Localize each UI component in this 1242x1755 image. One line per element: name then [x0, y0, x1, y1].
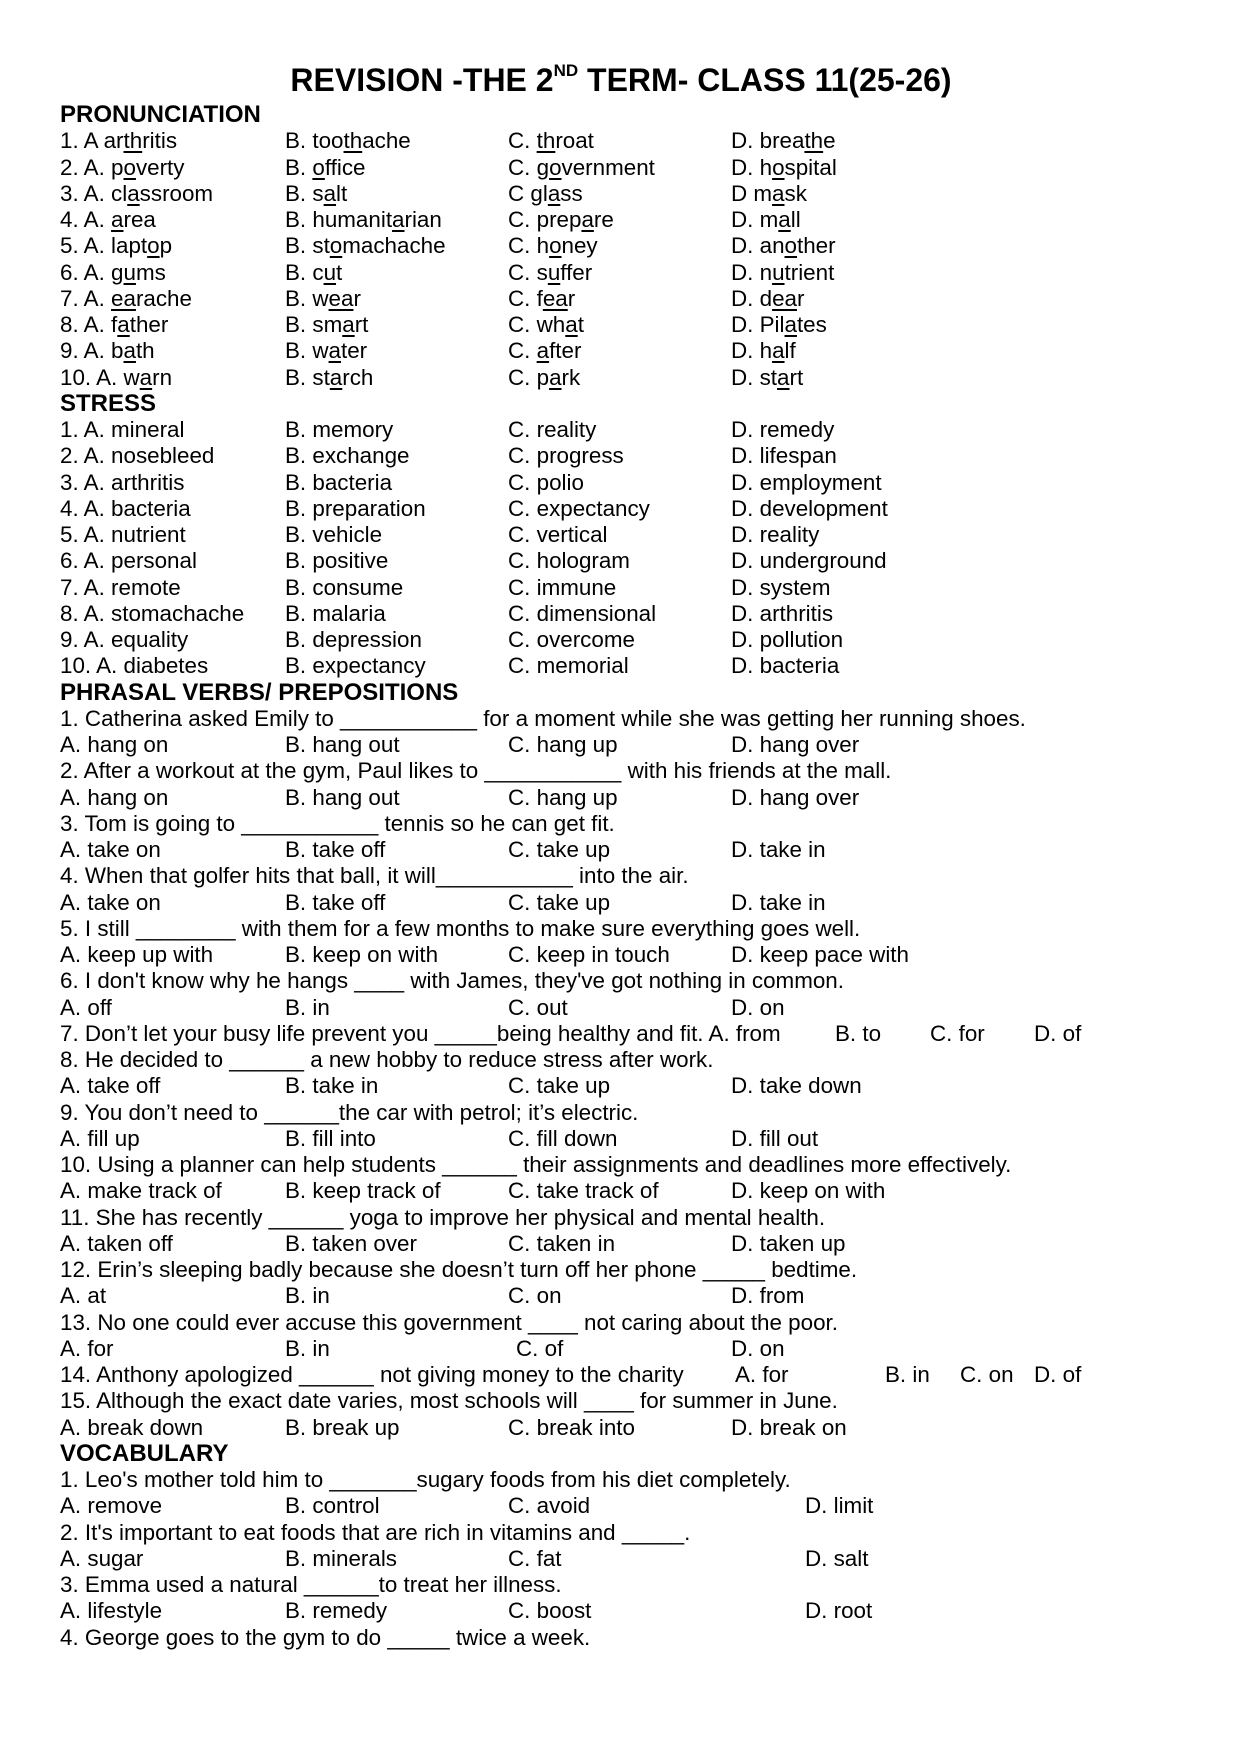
- answer-option: A. take on: [60, 890, 161, 915]
- question-item: 5. A. nutrient: [60, 522, 186, 547]
- text-segment: B. sm: [285, 312, 343, 337]
- question-text: 2. After a workout at the gym, Paul likes to ___________ with his friends at the mall.: [60, 758, 892, 783]
- text-segment: rt: [789, 365, 804, 390]
- text-segment: t: [577, 312, 584, 337]
- text-segment: C.: [508, 338, 537, 363]
- answer-option: [508, 155, 655, 181]
- answer-option: A. taken off: [60, 1231, 173, 1256]
- answer-option: D. hang over: [731, 785, 860, 810]
- text-segment: rea: [123, 207, 156, 232]
- answer-option: C. memorial: [508, 653, 629, 678]
- text-segment: D. m: [731, 207, 779, 232]
- text-segment: sk: [784, 181, 807, 206]
- answer-option: [285, 338, 367, 364]
- answer-option: B. preparation: [285, 496, 426, 521]
- text-segment: 6. A. g: [60, 260, 124, 285]
- answer-option: B. memory: [285, 417, 394, 442]
- answer-option: C. polio: [508, 470, 584, 495]
- answer-option: B. take in: [285, 1073, 379, 1098]
- section-heading: PRONUNCIATION: [60, 101, 261, 128]
- question-item: [60, 155, 184, 181]
- underlined-sound: o: [329, 233, 343, 258]
- answer-option: B. fill into: [285, 1126, 376, 1151]
- text-segment: D. st: [731, 365, 778, 390]
- text-segment: ache: [362, 128, 411, 153]
- underlined-sound: a: [329, 365, 343, 390]
- underlined-sound: a: [777, 365, 790, 390]
- question-item: [60, 260, 166, 286]
- text-segment: C gl: [508, 181, 548, 206]
- text-segment: ney: [561, 233, 598, 258]
- underlined-sound: u: [547, 260, 561, 285]
- answer-option: B. taken over: [285, 1231, 417, 1256]
- underlined-sound: u: [323, 260, 337, 285]
- question-text: 7. Don’t let your busy life prevent you _____being healthy and fit. A. from: [60, 1021, 781, 1046]
- answer-option: D. taken up: [731, 1231, 846, 1256]
- answer-option: D. lifespan: [731, 443, 837, 468]
- answer-option: C. fat: [508, 1546, 562, 1571]
- answer-option: [285, 155, 366, 181]
- text-segment: r: [353, 286, 361, 311]
- answer-option: C. taken in: [508, 1231, 616, 1256]
- text-segment: t: [336, 260, 343, 285]
- answer-option: D. break on: [731, 1415, 847, 1440]
- answer-option: A. off: [60, 995, 112, 1020]
- answer-option: [508, 312, 584, 338]
- text-segment: 1. A ar: [60, 128, 124, 153]
- text-segment: C. s: [508, 260, 548, 285]
- text-segment: rch: [342, 365, 374, 390]
- answer-option: B. in: [285, 1283, 330, 1308]
- answer-option: C. take up: [508, 1073, 611, 1098]
- text-segment: th: [135, 338, 155, 363]
- answer-option: D. pollution: [731, 627, 844, 652]
- text-segment: D. n: [731, 260, 773, 285]
- answer-option: B. minerals: [285, 1546, 397, 1571]
- answer-option: C. break into: [508, 1415, 635, 1440]
- answer-option: B. remedy: [285, 1598, 388, 1623]
- text-segment: rk: [561, 365, 581, 390]
- question-item: 4. A. bacteria: [60, 496, 191, 521]
- answer-option: D. on: [731, 995, 785, 1020]
- answer-option: D. take in: [731, 890, 826, 915]
- question-text: 8. He decided to ______ a new hobby to reduce stress after work.: [60, 1047, 714, 1072]
- answer-option: B. control: [285, 1493, 380, 1518]
- underlined-sound: a: [123, 338, 136, 363]
- section-heading: VOCABULARY: [60, 1440, 229, 1467]
- underlined-sound: a: [784, 312, 797, 337]
- answer-option: B. keep track of: [285, 1178, 441, 1203]
- answer-option: C. of: [516, 1336, 564, 1361]
- underlined-sound: a: [581, 207, 594, 232]
- answer-option: [508, 233, 598, 259]
- text-segment: rian: [404, 207, 442, 232]
- text-segment: C. h: [508, 233, 550, 258]
- section-heading: STRESS: [60, 390, 157, 417]
- question-text: 11. She has recently ______ yoga to improve her physical and mental health.: [60, 1205, 826, 1230]
- text-segment: B. c: [285, 260, 324, 285]
- question-item: [60, 207, 156, 233]
- answer-option: D. arthritis: [731, 601, 834, 626]
- worksheet-title: REVISION -THE 2ND TERM- CLASS 11(25-26): [290, 61, 952, 98]
- answer-option: B. exchange: [285, 443, 410, 468]
- question-item: 8. A. stomachache: [60, 601, 245, 626]
- question-item: [60, 338, 155, 364]
- text-segment: re: [593, 207, 614, 232]
- answer-option: [508, 365, 580, 391]
- answer-option: [508, 286, 575, 312]
- answer-option: C. on: [960, 1362, 1014, 1387]
- answer-option: C. for: [930, 1021, 985, 1046]
- answer-option: D. on: [731, 1336, 785, 1361]
- answer-option: [285, 260, 342, 286]
- underlined-sound: u: [123, 260, 136, 285]
- text-segment: machache: [342, 233, 446, 258]
- answer-option: [285, 365, 373, 391]
- answer-option: D. reality: [731, 522, 820, 547]
- text-segment: D. Pil: [731, 312, 785, 337]
- question-text: 10. Using a planner can help students ______ their assignments and deadlines more effectively.: [60, 1152, 1012, 1177]
- underlined-sound: o: [147, 233, 160, 258]
- text-segment: r: [567, 286, 576, 311]
- question-text: 4. George goes to the gym to do _____ twice a week.: [60, 1625, 591, 1650]
- answer-option: B. vehicle: [285, 522, 383, 547]
- text-segment: B.: [285, 155, 313, 180]
- question-text: 1. Catherina asked Emily to ___________ for a moment while she was getting her running shoes.: [60, 706, 1026, 731]
- text-segment: lt: [336, 181, 348, 206]
- answer-option: [731, 207, 801, 233]
- text-segment: C. wh: [508, 312, 566, 337]
- answer-option: C. keep in touch: [508, 942, 670, 967]
- text-segment: 5. A. lapt: [60, 233, 148, 258]
- answer-option: C. avoid: [508, 1493, 591, 1518]
- answer-option: D. remedy: [731, 417, 835, 442]
- underlined-sound: a: [139, 365, 153, 390]
- question-text: 3. Emma used a natural ______to treat her illness.: [60, 1572, 562, 1597]
- answer-option: [731, 233, 836, 259]
- answer-option: [731, 338, 796, 364]
- answer-option: [508, 260, 592, 286]
- answer-option: [731, 181, 807, 207]
- answer-option: D. hang over: [731, 732, 860, 757]
- underlined-sound: a: [536, 338, 550, 363]
- question-item: 1. A. mineral: [60, 417, 185, 442]
- answer-option: A. fill up: [60, 1126, 140, 1151]
- answer-option: D. limit: [805, 1493, 874, 1518]
- question-text: 6. I don't know why he hangs ____ with James, they've got nothing in common.: [60, 968, 844, 993]
- text-segment: r: [796, 286, 805, 311]
- underlined-sound: o: [123, 155, 136, 180]
- question-text: 14. Anthony apologized ______ not giving money to the charity: [60, 1362, 684, 1387]
- answer-option: B. break up: [285, 1415, 400, 1440]
- section-heading: PHRASAL VERBS/ PREPOSITIONS: [60, 679, 459, 706]
- answer-option: A. make track of: [60, 1178, 222, 1203]
- underlined-sound: a: [772, 181, 785, 206]
- text-segment: roat: [555, 128, 594, 153]
- question-item: 3. A. arthritis: [60, 470, 185, 495]
- text-segment: verty: [135, 155, 185, 180]
- answer-option: C. overcome: [508, 627, 635, 652]
- text-segment: B. too: [285, 128, 344, 153]
- answer-option: A. break down: [60, 1415, 204, 1440]
- answer-option: C. vertical: [508, 522, 608, 547]
- answer-option: D. of: [1034, 1021, 1082, 1046]
- underlined-sound: a: [772, 338, 785, 363]
- answer-option: B. in: [285, 995, 330, 1020]
- underlined-sound: th: [804, 128, 824, 153]
- text-segment: 10. A. w: [60, 365, 140, 390]
- underlined-sound: o: [549, 233, 562, 258]
- underlined-sound: a: [323, 181, 337, 206]
- text-segment: ssroom: [139, 181, 214, 206]
- answer-option: A. hang on: [60, 732, 169, 757]
- underlined-sound: a: [549, 365, 562, 390]
- text-segment: ffer: [560, 260, 593, 285]
- answer-option: B. in: [285, 1336, 330, 1361]
- answer-option: D. salt: [805, 1546, 869, 1571]
- answer-option: C. out: [508, 995, 568, 1020]
- question-item: [60, 128, 177, 154]
- answer-option: B. take off: [285, 890, 386, 915]
- answer-option: D. keep on with: [731, 1178, 886, 1203]
- text-segment: ms: [135, 260, 166, 285]
- underlined-sound: a: [127, 181, 140, 206]
- answer-option: [731, 312, 827, 338]
- answer-option: A. lifestyle: [60, 1598, 163, 1623]
- answer-option: D. employment: [731, 470, 882, 495]
- text-segment: 2. A. p: [60, 155, 124, 180]
- underlined-sound: th: [536, 128, 556, 153]
- underlined-sound: a: [547, 181, 561, 206]
- answer-option: [731, 128, 836, 154]
- question-text: 12. Erin’s sleeping badly because she doesn’t turn off her phone _____ bedtime.: [60, 1257, 858, 1282]
- answer-option: C. take track of: [508, 1178, 659, 1203]
- answer-option: B. positive: [285, 548, 389, 573]
- underlined-sound: ea: [328, 286, 354, 311]
- underlined-sound: a: [565, 312, 578, 337]
- answer-option: D. underground: [731, 548, 887, 573]
- answer-option: D. fill out: [731, 1126, 819, 1151]
- answer-option: [508, 181, 583, 207]
- answer-option: A. take on: [60, 837, 161, 862]
- answer-option: [285, 207, 442, 233]
- underlined-sound: th: [343, 128, 363, 153]
- answer-option: [731, 155, 837, 181]
- underlined-sound: ea: [772, 286, 797, 311]
- answer-option: B. take off: [285, 837, 386, 862]
- question-text: 9. You don’t need to ______the car with petrol; it’s electric.: [60, 1100, 639, 1125]
- text-segment: D. brea: [731, 128, 805, 153]
- answer-option: A. keep up with: [60, 942, 214, 967]
- answer-option: C. take up: [508, 837, 611, 862]
- answer-option: B. to: [835, 1021, 882, 1046]
- text-segment: 3. A. cl: [60, 181, 128, 206]
- answer-option: B. bacteria: [285, 470, 393, 495]
- answer-option: D. bacteria: [731, 653, 840, 678]
- answer-option: C. take up: [508, 890, 611, 915]
- underlined-sound: u: [772, 260, 785, 285]
- question-text: 13. No one could ever accuse this government ____ not caring about the poor.: [60, 1310, 838, 1335]
- underlined-sound: a: [111, 207, 124, 232]
- answer-option: [508, 338, 581, 364]
- answer-option: [731, 365, 803, 391]
- text-segment: tes: [796, 312, 827, 337]
- text-segment: D. an: [731, 233, 785, 258]
- answer-option: D. take down: [731, 1073, 862, 1098]
- question-item: [60, 312, 168, 338]
- underlined-sound: o: [549, 155, 562, 180]
- answer-option: A. sugar: [60, 1546, 144, 1571]
- answer-option: [508, 207, 614, 233]
- text-segment: C.: [508, 128, 537, 153]
- text-segment: fter: [549, 338, 582, 363]
- question-item: 7. A. remote: [60, 575, 181, 600]
- answer-option: B. depression: [285, 627, 422, 652]
- answer-option: D. development: [731, 496, 888, 521]
- text-segment: B. w: [285, 338, 329, 363]
- answer-option: D. keep pace with: [731, 942, 909, 967]
- question-text: 2. It's important to eat foods that are rich in vitamins and _____.: [60, 1520, 691, 1545]
- underlined-sound: o: [312, 155, 325, 180]
- text-segment: ffice: [324, 155, 366, 180]
- question-item: [60, 233, 172, 259]
- text-segment: C. g: [508, 155, 550, 180]
- question-text: 3. Tom is going to ___________ tennis so he can get fit.: [60, 811, 615, 836]
- underlined-sound: a: [342, 312, 355, 337]
- text-segment: C. p: [508, 365, 550, 390]
- answer-option: D. system: [731, 575, 831, 600]
- answer-option: [508, 128, 594, 154]
- text-segment: B. humanit: [285, 207, 393, 232]
- answer-option: C. boost: [508, 1598, 592, 1623]
- answer-option: A. at: [60, 1283, 107, 1308]
- text-segment: D m: [731, 181, 773, 206]
- answer-option: B. malaria: [285, 601, 386, 626]
- text-segment: 7. A.: [60, 286, 112, 311]
- answer-option: C. progress: [508, 443, 624, 468]
- answer-option: B. expectancy: [285, 653, 426, 678]
- answer-option: D. root: [805, 1598, 873, 1623]
- question-item: [60, 365, 172, 391]
- question-item: [60, 286, 192, 312]
- question-text: 15. Although the exact date varies, most schools will ____ for summer in June.: [60, 1388, 838, 1413]
- answer-option: A. remove: [60, 1493, 163, 1518]
- text-segment: ss: [560, 181, 583, 206]
- underlined-sound: a: [117, 312, 130, 337]
- text-segment: 4. A.: [60, 207, 112, 232]
- answer-option: [285, 312, 368, 338]
- question-item: 6. A. personal: [60, 548, 197, 573]
- answer-option: C. dimensional: [508, 601, 657, 626]
- answer-option: [285, 181, 347, 207]
- answer-option: D. take in: [731, 837, 826, 862]
- text-segment: rn: [152, 365, 173, 390]
- text-segment: trient: [784, 260, 835, 285]
- text-segment: D. h: [731, 155, 773, 180]
- answer-option: [285, 286, 361, 312]
- answer-option: A. for: [735, 1362, 789, 1387]
- text-segment: 8. A. f: [60, 312, 118, 337]
- answer-option: C. hang up: [508, 785, 618, 810]
- text-segment: p: [159, 233, 173, 258]
- underlined-sound: o: [784, 233, 797, 258]
- underlined-sound: ea: [111, 286, 136, 311]
- text-segment: ritis: [142, 128, 178, 153]
- answer-option: C. on: [508, 1283, 562, 1308]
- question-item: 2. A. nosebleed: [60, 443, 215, 468]
- answer-option: C. hologram: [508, 548, 630, 573]
- question-item: 10. A. diabetes: [60, 653, 209, 678]
- text-segment: B. w: [285, 286, 329, 311]
- text-segment: ter: [341, 338, 368, 363]
- answer-option: C. expectancy: [508, 496, 650, 521]
- text-segment: lf: [784, 338, 796, 363]
- text-segment: ther: [129, 312, 169, 337]
- text-segment: spital: [784, 155, 837, 180]
- text-segment: C. prep: [508, 207, 582, 232]
- underlined-sound: a: [328, 338, 341, 363]
- answer-option: A. take off: [60, 1073, 161, 1098]
- text-segment: B. st: [285, 233, 330, 258]
- text-segment: B. st: [285, 365, 330, 390]
- answer-option: B. consume: [285, 575, 404, 600]
- text-segment: ther: [796, 233, 836, 258]
- answer-option: C. immune: [508, 575, 617, 600]
- answer-option: B. hang out: [285, 785, 400, 810]
- answer-option: [285, 233, 446, 259]
- text-segment: 9. A. b: [60, 338, 124, 363]
- question-item: [60, 181, 213, 207]
- answer-option: B. keep on with: [285, 942, 439, 967]
- answer-option: [731, 286, 804, 312]
- question-text: 4. When that golfer hits that ball, it will___________ into the air.: [60, 863, 689, 888]
- text-segment: rache: [135, 286, 192, 311]
- question-text: 1. Leo's mother told him to _______sugary foods from his diet completely.: [60, 1467, 791, 1492]
- answer-option: C. reality: [508, 417, 597, 442]
- answer-option: B. hang out: [285, 732, 400, 757]
- answer-option: [731, 260, 834, 286]
- text-segment: B. s: [285, 181, 324, 206]
- answer-option: B. in: [885, 1362, 930, 1387]
- answer-option: [285, 128, 411, 154]
- answer-option: A. for: [60, 1336, 114, 1361]
- underlined-sound: a: [778, 207, 791, 232]
- underlined-sound: ea: [542, 286, 568, 311]
- underlined-sound: o: [772, 155, 785, 180]
- underlined-sound: th: [123, 128, 143, 153]
- text-segment: e: [823, 128, 836, 153]
- text-segment: C. f: [508, 286, 543, 311]
- underlined-sound: a: [392, 207, 405, 232]
- text-segment: D. h: [731, 338, 773, 363]
- text-segment: ll: [790, 207, 801, 232]
- text-segment: rt: [354, 312, 369, 337]
- text-segment: vernment: [561, 155, 655, 180]
- answer-option: C. hang up: [508, 732, 618, 757]
- question-item: 9. A. equality: [60, 627, 189, 652]
- text-segment: D. d: [731, 286, 773, 311]
- answer-option: D. from: [731, 1283, 805, 1308]
- answer-option: C. fill down: [508, 1126, 618, 1151]
- answer-option: D. of: [1034, 1362, 1082, 1387]
- answer-option: A. hang on: [60, 785, 169, 810]
- question-text: 5. I still ________ with them for a few months to make sure everything goes well.: [60, 916, 861, 941]
